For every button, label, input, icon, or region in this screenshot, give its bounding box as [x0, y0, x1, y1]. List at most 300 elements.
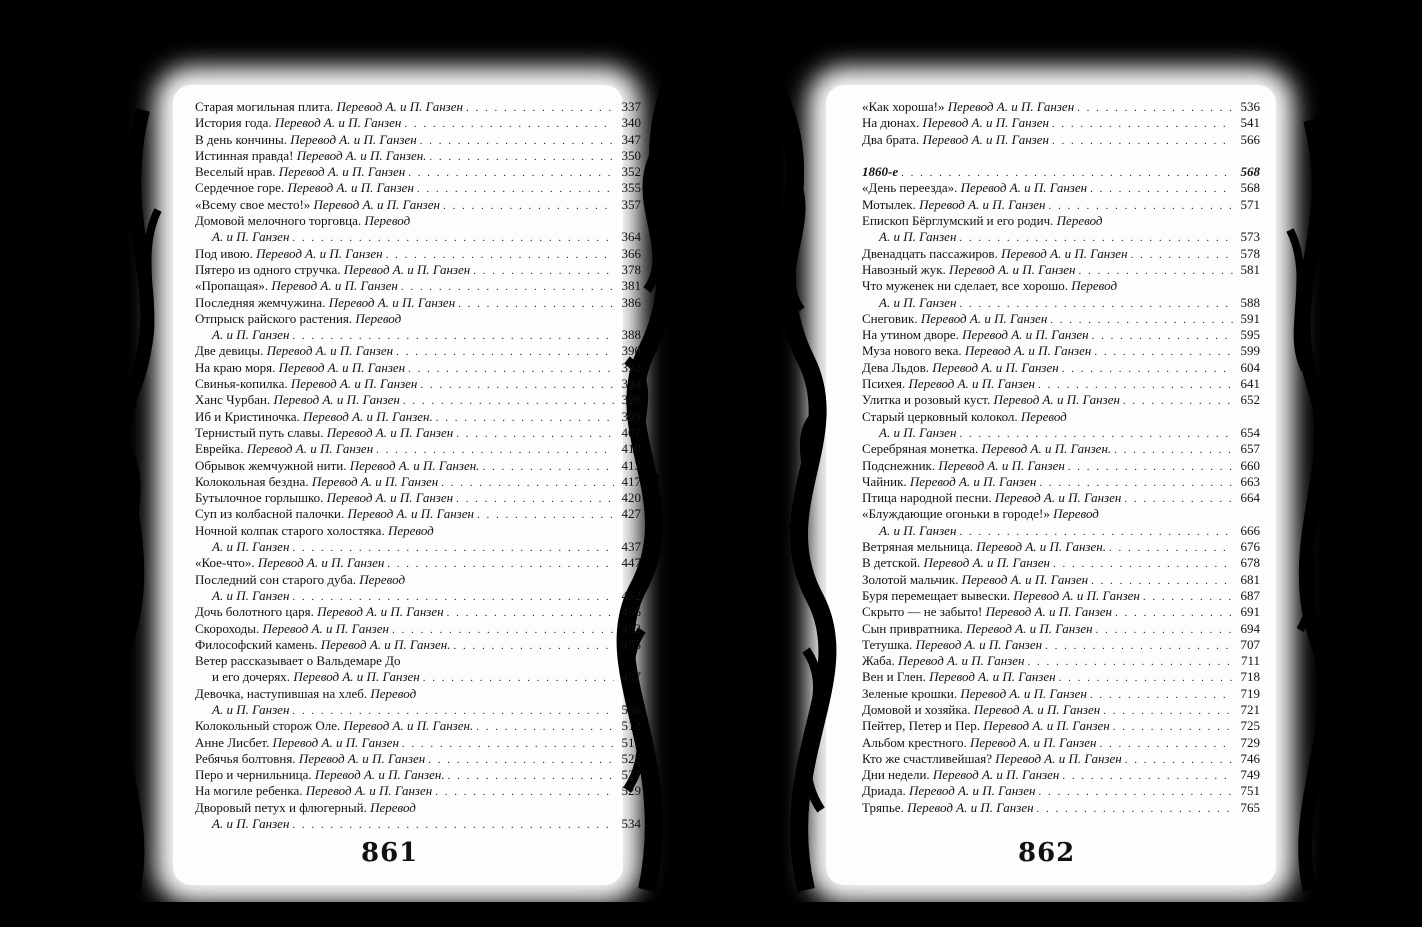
toc-page-number: 516 — [621, 734, 641, 750]
toc-page-number: 729 — [1240, 734, 1260, 750]
right-page — [736, 30, 1340, 902]
toc-work-title: Под ивою. — [195, 245, 253, 261]
toc-page-number: 568 — [1240, 164, 1260, 180]
toc-page-number: 536 — [1240, 99, 1260, 114]
toc-page-number: 390 — [621, 343, 641, 359]
toc-translator: Перевод А. и П. Ганзен — [969, 734, 1097, 750]
toc-page-number: 573 — [1240, 229, 1260, 245]
toc-leader-dots — [1123, 393, 1233, 409]
toc-entry — [195, 702, 641, 718]
toc-entry — [195, 262, 641, 278]
toc-work-title: Две девицы. — [195, 343, 264, 359]
toc-entry-title — [862, 327, 1089, 343]
toc-page-number: 654 — [1240, 424, 1260, 440]
toc-leader-dots — [1103, 703, 1233, 719]
toc-leader-dots — [1068, 459, 1233, 475]
toc-entry-title — [195, 311, 401, 327]
toc-page-number: 437 — [621, 539, 641, 555]
toc-entry-title — [195, 213, 410, 229]
toc-entry-title — [195, 458, 479, 474]
toc-leader-dots — [401, 279, 614, 295]
toc-work-title: Чайник. — [862, 473, 907, 489]
toc-leader-dots — [1091, 573, 1233, 589]
toc-translator: Перевод А. и П. Ганзен — [995, 750, 1122, 766]
toc-entry-title — [862, 621, 1093, 637]
toc-translator: Перевод А. и П. Ганзен — [317, 604, 444, 620]
toc-page-number: 347 — [621, 131, 641, 147]
toc-entry-title — [195, 360, 405, 376]
toc-translator: Перевод А. и П. Ганзен. — [296, 147, 427, 163]
toc-entry-title — [195, 506, 474, 522]
toc-entry-title — [862, 490, 1121, 506]
toc-entry — [195, 800, 641, 816]
left-ornament-icon — [103, 30, 183, 902]
toc-entry-title — [862, 425, 956, 441]
toc-entry — [862, 278, 1260, 294]
toc-leader-dots — [420, 377, 614, 393]
toc-entry-title — [862, 767, 1059, 783]
toc-entry-title — [862, 360, 1059, 376]
toc-translator: Перевод А. и П. Ганзен — [293, 669, 420, 685]
toc-translator: Перевод — [387, 522, 434, 538]
toc-work-title: На дюнах. — [862, 115, 920, 131]
toc-entry — [862, 669, 1260, 685]
toc-entry-title — [195, 197, 440, 213]
toc-entry-title — [862, 311, 1047, 327]
toc-section-heading: 1860-е — [862, 164, 899, 180]
toc-translator: Перевод — [355, 310, 402, 326]
toc-work-title: Колокольная бездна. — [195, 473, 309, 489]
toc-work-title: Обрывок жемчужной нити. — [195, 457, 347, 473]
toc-translator: Перевод А. и П. Ганзен — [915, 636, 1043, 652]
toc-work-title: «Всему свое место!» — [195, 196, 311, 212]
toc-entry-title — [862, 751, 1122, 767]
toc-translator: Перевод А. и П. Ганзен. — [343, 718, 474, 734]
toc-entry-title — [195, 816, 289, 832]
toc-leader-dots — [1049, 198, 1233, 214]
toc-translator: Перевод А. и П. Ганзен — [973, 701, 1101, 717]
toc-work-title: Скрыто — не забыто! — [862, 604, 983, 620]
toc-leader-dots — [473, 263, 614, 279]
toc-entry-title — [195, 523, 434, 539]
toc-work-title: Мотылек. — [862, 196, 916, 212]
toc-translator: Перевод А. и П. Ганзен — [347, 506, 474, 522]
toc-work-title: Анне Лисбет. — [195, 734, 270, 750]
toc-work-title: Старый церковный колокол. — [862, 408, 1018, 424]
toc-translator: Перевод А. и П. Ганзен — [966, 620, 1093, 636]
toc-page-number: 599 — [1240, 343, 1260, 359]
toc-leader-dots — [1027, 654, 1233, 670]
toc-leader-dots — [423, 670, 614, 686]
toc-translator: А. и П. Ганзен — [879, 522, 957, 538]
toc-entry — [862, 311, 1260, 327]
toc-entry-title — [195, 751, 425, 767]
toc-entry-title — [195, 783, 432, 799]
toc-page-number: 527 — [621, 767, 641, 783]
toc-list-right — [862, 99, 1260, 816]
toc-entry — [862, 343, 1260, 359]
toc-entry — [195, 392, 641, 408]
toc-entry-title — [862, 343, 1091, 359]
toc-page-number: 352 — [621, 164, 641, 180]
toc-work-title: Домовой и хозяйка. — [862, 701, 971, 717]
toc-page-number: 691 — [1240, 604, 1260, 620]
toc-page-number: 765 — [1240, 799, 1260, 815]
toc-entry-title — [195, 376, 417, 392]
toc-work-title: Улитка и розовый куст. — [862, 392, 991, 408]
toc-entry — [195, 588, 641, 604]
toc-leader-dots — [448, 768, 614, 784]
toc-entry-title — [862, 180, 1087, 196]
toc-work-title: Тряпье. — [862, 799, 904, 815]
toc-leader-dots — [429, 149, 614, 165]
toc-entry-title — [862, 458, 1065, 474]
toc-entry — [195, 751, 641, 767]
toc-translator: Перевод — [1020, 408, 1067, 424]
toc-entry-title — [862, 441, 1111, 457]
toc-entry — [862, 376, 1260, 392]
toc-entry-title — [862, 409, 1067, 425]
toc-leader-dots — [1115, 605, 1233, 621]
toc-entry — [195, 783, 641, 799]
toc-entry — [862, 653, 1260, 669]
toc-page-number: 595 — [1240, 327, 1260, 343]
toc-translator: Перевод А. и П. Ганзен — [907, 799, 1034, 815]
toc-entry — [862, 115, 1260, 131]
toc-leader-dots — [417, 181, 614, 197]
toc-entry — [195, 816, 641, 832]
toc-work-title: Сын привратника. — [862, 620, 963, 636]
toc-entry — [862, 604, 1260, 620]
toc-leader-dots — [959, 426, 1233, 442]
toc-work-title: Ночной колпак старого холостяка. — [195, 522, 385, 538]
toc-entry — [195, 474, 641, 490]
toc-work-title: Жаба. — [862, 653, 895, 669]
toc-leader-dots — [1052, 133, 1233, 149]
toc-entry-title — [195, 392, 400, 408]
toc-entry-title — [195, 99, 463, 115]
toc-entry — [862, 229, 1260, 245]
toc-entry-title — [862, 523, 956, 539]
toc-entry — [195, 213, 641, 229]
toc-work-title: «День переезда». — [862, 180, 958, 196]
toc-page-number: 394 — [621, 376, 641, 392]
toc-translator: Перевод А. и П. Ганзен — [343, 261, 471, 277]
toc-entry — [195, 718, 641, 734]
toc-translator: Перевод А. и П. Ганзен. — [976, 539, 1106, 555]
toc-entry — [862, 474, 1260, 490]
toc-entry — [195, 604, 641, 620]
toc-leader-dots — [408, 361, 614, 377]
toc-work-title: Старая могильная плита. — [195, 99, 334, 114]
toc-entry-title — [195, 572, 405, 588]
toc-leader-dots — [387, 556, 614, 572]
toc-page-number: 707 — [1240, 636, 1260, 652]
toc-page-number: 427 — [621, 506, 641, 522]
toc-entry-title — [195, 702, 289, 718]
toc-entry-title — [862, 164, 898, 180]
toc-translator: Перевод А. и П. Ганзен — [278, 164, 406, 180]
toc-entry-title — [195, 164, 405, 180]
toc-entry-title — [195, 148, 426, 164]
toc-leader-dots — [408, 165, 614, 181]
toc-entry — [195, 539, 641, 555]
toc-entry — [195, 180, 641, 196]
toc-page-number: 591 — [1240, 310, 1260, 326]
toc-entry — [862, 800, 1260, 816]
toc-leader-dots — [443, 198, 614, 214]
toc-work-title: «Пропащая». — [195, 278, 269, 294]
toc-work-title: Что муженек ни сделает, все хорошо. — [862, 278, 1068, 294]
toc-page-number: 566 — [1240, 131, 1260, 147]
toc-entry — [862, 441, 1260, 457]
toc-translator: Перевод — [370, 799, 416, 815]
toc-translator: Перевод А. и П. Ганзен — [257, 555, 385, 571]
toc-entry — [862, 735, 1260, 751]
toc-leader-dots — [403, 393, 614, 409]
toc-translator: Перевод А. и П. Ганзен — [298, 750, 426, 766]
toc-page-number: 663 — [1240, 473, 1260, 489]
toc-translator: Перевод А. и П. Ганзен — [985, 604, 1113, 620]
toc-leader-dots — [482, 459, 614, 475]
toc-leader-dots — [420, 133, 614, 149]
toc-page-number: 399 — [621, 408, 641, 424]
toc-entry — [862, 295, 1260, 311]
toc-entry — [862, 588, 1260, 604]
toc-leader-dots — [404, 116, 614, 132]
toc-page-number: 413 — [621, 457, 641, 473]
toc-entry-title — [195, 800, 416, 816]
toc-entry — [862, 213, 1260, 229]
toc-translator: Перевод — [1053, 506, 1099, 522]
toc-translator: Перевод А. и П. Ганзен — [932, 359, 1059, 375]
toc-entry-title — [862, 588, 1140, 604]
toc-page-number: 581 — [1240, 261, 1260, 277]
toc-leader-dots — [1039, 475, 1233, 491]
toc-page-number: 417 — [621, 473, 641, 489]
toc-work-title: Кто же счастливейшая? — [862, 750, 992, 766]
toc-leader-dots — [386, 247, 614, 263]
toc-leader-dots — [1099, 736, 1233, 752]
toc-entry-title — [195, 343, 393, 359]
toc-work-title: Девочка, наступившая на хлеб. — [195, 685, 368, 701]
toc-entry-title — [195, 588, 289, 604]
toc-entry — [862, 506, 1260, 522]
toc-entry-title — [195, 555, 384, 571]
toc-translator: А. и П. Ганзен — [212, 539, 290, 555]
toc-entry-title — [862, 783, 1035, 799]
toc-page-number: 694 — [1240, 620, 1260, 636]
toc-entry-title — [862, 376, 1035, 392]
toc-translator: Перевод А. и П. Ганзен — [909, 473, 1037, 489]
toc-entry-title — [862, 246, 1128, 262]
toc-leader-dots — [402, 736, 614, 752]
toc-page-number: 751 — [1240, 783, 1260, 799]
toc-entry-title — [195, 409, 433, 425]
page-number: 862 — [1018, 838, 1076, 868]
toc-work-title: Епископ Бёрглумский и его родич. — [862, 213, 1054, 229]
toc-leader-dots — [441, 475, 614, 491]
toc-entry — [195, 311, 641, 327]
page-number: 861 — [361, 838, 419, 868]
toc-entry — [862, 523, 1260, 539]
toc-page-number: 641 — [1240, 376, 1260, 392]
toc-entry — [862, 539, 1260, 555]
toc-leader-dots — [901, 165, 1233, 181]
toc-leader-dots — [1037, 801, 1233, 817]
toc-entry-title — [195, 637, 450, 653]
toc-entry-title — [862, 572, 1088, 588]
toc-work-title: Ханс Чурбан. — [195, 392, 271, 408]
toc-entry — [862, 164, 1260, 180]
toc-entry — [195, 686, 641, 702]
toc-entry — [862, 767, 1260, 783]
toc-page-number: 420 — [621, 490, 641, 506]
toc-leader-dots — [959, 230, 1233, 246]
toc-entry — [195, 132, 641, 148]
toc-page-number: 525 — [621, 750, 641, 766]
toc-page-number: 541 — [1240, 115, 1260, 131]
toc-work-title: Пейтер, Петер и Пер. — [862, 718, 981, 734]
toc-translator: Перевод А. и П. Ганзен. — [349, 457, 480, 473]
toc-work-title: В день кончины. — [195, 131, 287, 147]
toc-page-number: 681 — [1240, 571, 1260, 587]
toc-entry-title — [195, 327, 289, 343]
toc-page-number: 388 — [621, 327, 641, 343]
toc-page-number: 407 — [621, 424, 641, 440]
toc-leader-dots — [292, 540, 614, 556]
toc-leader-dots — [959, 524, 1233, 540]
toc-work-title: Перо и чернильница. — [195, 767, 312, 783]
toc-entry-title — [195, 278, 398, 294]
toc-translator: А. и П. Ганзен — [212, 327, 290, 343]
toc-entry — [862, 425, 1260, 441]
toc-entry — [195, 441, 641, 457]
toc-translator: А. и П. Ганзен — [212, 701, 290, 717]
toc-entry-title — [195, 115, 401, 131]
toc-entry-title — [195, 621, 389, 637]
toc-translator: Перевод А. и П. Ганзен. — [981, 441, 1112, 457]
toc-entry-title — [862, 115, 1049, 131]
toc-page-number: 604 — [1240, 359, 1260, 375]
toc-entry-title — [862, 99, 1074, 115]
toc-leader-dots — [456, 491, 614, 507]
toc-translator: Перевод А. и П. Ганзен — [256, 245, 383, 261]
toc-translator: Перевод А. и П. Ганзен — [311, 473, 439, 489]
toc-entry — [195, 229, 641, 245]
toc-entry — [195, 506, 641, 522]
toc-work-title: Скороходы. — [195, 620, 260, 636]
toc-entry — [862, 99, 1260, 115]
toc-translator: Перевод А. и П. Ганзен — [922, 131, 1049, 147]
toc-entry — [195, 295, 641, 311]
toc-page-number: 381 — [621, 278, 641, 294]
toc-work-title: Философский камень. — [195, 636, 318, 652]
toc-work-title: Вен и Глен. — [862, 669, 926, 685]
toc-page-number: 678 — [1240, 555, 1260, 571]
toc-translator: Перевод — [370, 685, 417, 701]
toc-page-number: 571 — [1240, 196, 1260, 212]
toc-page-number: 350 — [621, 147, 641, 163]
toc-work-title: Снеговик. — [862, 310, 918, 326]
toc-leader-dots — [1109, 540, 1233, 556]
toc-work-title: Иб и Кристиночка. — [195, 408, 300, 424]
toc-leader-dots — [453, 638, 614, 654]
toc-entry — [195, 637, 641, 653]
toc-work-title: Подснежник. — [862, 457, 936, 473]
toc-entry-title — [195, 180, 414, 196]
toc-entry-title — [862, 506, 1099, 522]
toc-leader-dots — [1090, 181, 1233, 197]
toc-leader-dots — [1038, 377, 1233, 393]
toc-entry — [195, 327, 641, 343]
toc-leader-dots — [959, 296, 1233, 312]
toc-page-number: 497 — [621, 669, 641, 685]
toc-translator: Перевод А. и П. Ганзен. — [314, 767, 445, 783]
toc-leader-dots — [292, 703, 614, 719]
toc-entry-title — [862, 669, 1056, 685]
toc-entry-title — [195, 686, 416, 702]
toc-work-title: Ветряная мельница. — [862, 539, 974, 555]
toc-entry — [862, 751, 1260, 767]
toc-leader-dots — [1038, 784, 1233, 800]
toc-translator: Перевод А. и П. Ганзен — [919, 196, 1046, 212]
toc-translator: Перевод А. и П. Ганзен — [922, 115, 1049, 131]
toc-page-number: 657 — [1240, 441, 1260, 457]
toc-translator: Перевод А. и П. Ганзен — [949, 261, 1076, 277]
toc-entry-title — [195, 441, 373, 457]
toc-leader-dots — [1096, 622, 1233, 638]
toc-entry — [862, 702, 1260, 718]
toc-translator: Перевод — [359, 571, 406, 587]
toc-page-number: 366 — [621, 245, 641, 261]
toc-page-number: 568 — [1240, 180, 1260, 196]
toc-entry-title — [862, 213, 1102, 229]
toc-leader-dots — [1059, 670, 1233, 686]
toc-entry-title — [862, 555, 1050, 571]
toc-translator: Перевод А. и П. Ганзен — [947, 99, 1075, 114]
toc-page-number: 534 — [621, 816, 641, 832]
toc-work-title: На могиле ребенка. — [195, 783, 303, 799]
toc-leader-dots — [436, 410, 614, 426]
toc-page-number: 529 — [621, 783, 641, 799]
toc-translator: Перевод А. и П. Ганзен — [993, 392, 1120, 408]
toc-entry-title — [195, 132, 417, 148]
toc-leader-dots — [1062, 361, 1233, 377]
toc-translator: Перевод А. и П. Ганзен — [290, 376, 418, 392]
toc-entry — [195, 409, 641, 425]
toc-translator: Перевод А. и П. Ганзен — [271, 278, 398, 294]
toc-entry-title — [862, 604, 1112, 620]
toc-work-title: На утином дворе. — [862, 327, 959, 343]
book-gutter — [707, 0, 729, 927]
toc-entry-title — [862, 295, 956, 311]
toc-work-title: На краю моря. — [195, 359, 276, 375]
toc-work-title: Тетушка. — [862, 636, 913, 652]
toc-translator: Перевод А. и П. Ганзен — [938, 457, 1065, 473]
toc-entry — [862, 197, 1260, 213]
toc-work-title: Двенадцать пассажиров. — [862, 245, 998, 261]
toc-leader-dots — [1045, 638, 1233, 654]
toc-page-number: 512 — [621, 718, 641, 734]
toc-entry — [195, 490, 641, 506]
toc-leader-dots — [292, 230, 614, 246]
toc-translator: Перевод А. и П. Ганзен — [313, 196, 440, 212]
toc-work-title: История года. — [195, 115, 272, 131]
toc-leader-dots — [476, 719, 614, 735]
toc-page-number: 456 — [621, 604, 641, 620]
toc-work-title: Бутылочное горлышко. — [195, 490, 324, 506]
